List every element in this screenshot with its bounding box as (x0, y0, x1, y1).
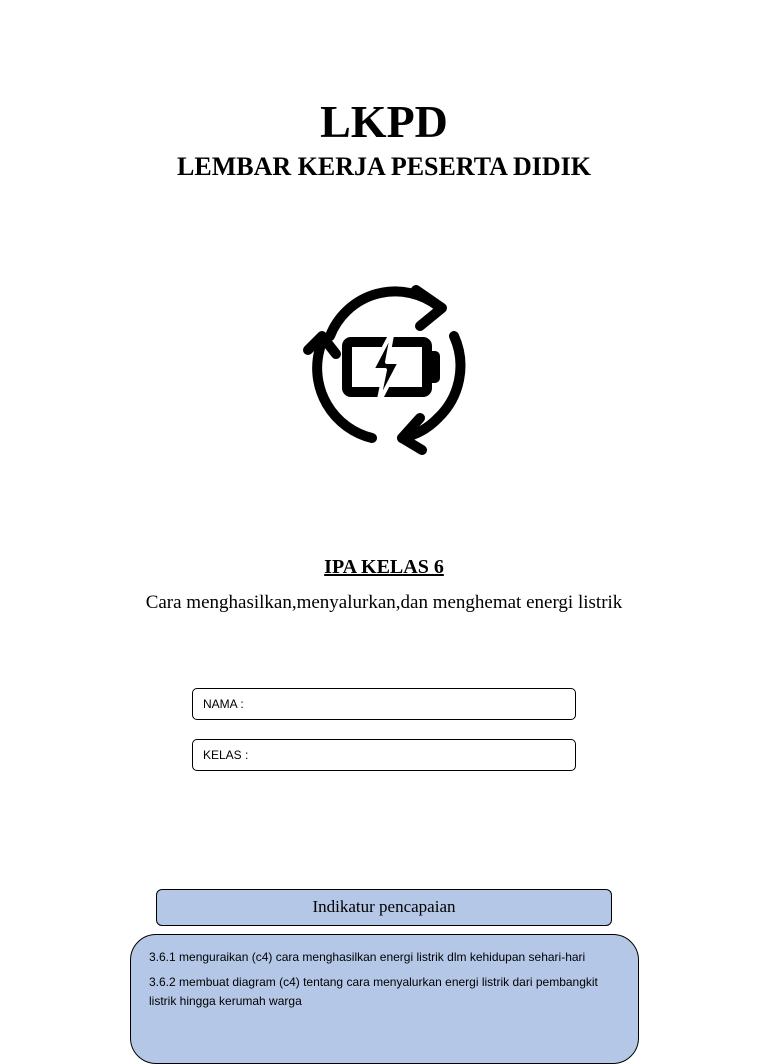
name-field[interactable] (192, 688, 576, 720)
topic-text: Cara menghasilkan,menyalurkan,dan menghemat energi listrik (145, 592, 623, 613)
class-field[interactable] (192, 739, 576, 771)
page-title: LKPD (320, 96, 448, 147)
page-subtitle: LEMBAR KERJA PESERTA DIDIK (177, 152, 591, 181)
class-field-label: KELAS : (203, 748, 249, 762)
battery-recycle-icon (292, 278, 474, 456)
name-field-label: NAMA : (203, 697, 244, 711)
list-item: 3.6.2 membuat diagram (c4) tentang cara menyalurkan energi listrik dari pembangkit listrik hingga kerumah warga (149, 975, 598, 1008)
indicators-list (130, 934, 639, 1064)
indicators-heading: Indikatur pencapaian (156, 889, 612, 926)
subject-label: IPA KELAS 6 (324, 556, 444, 578)
list-item: 3.6.1 menguraikan (c4) cara menghasilkan energi listrik dlm kehidupan sehari-hari (149, 950, 586, 964)
